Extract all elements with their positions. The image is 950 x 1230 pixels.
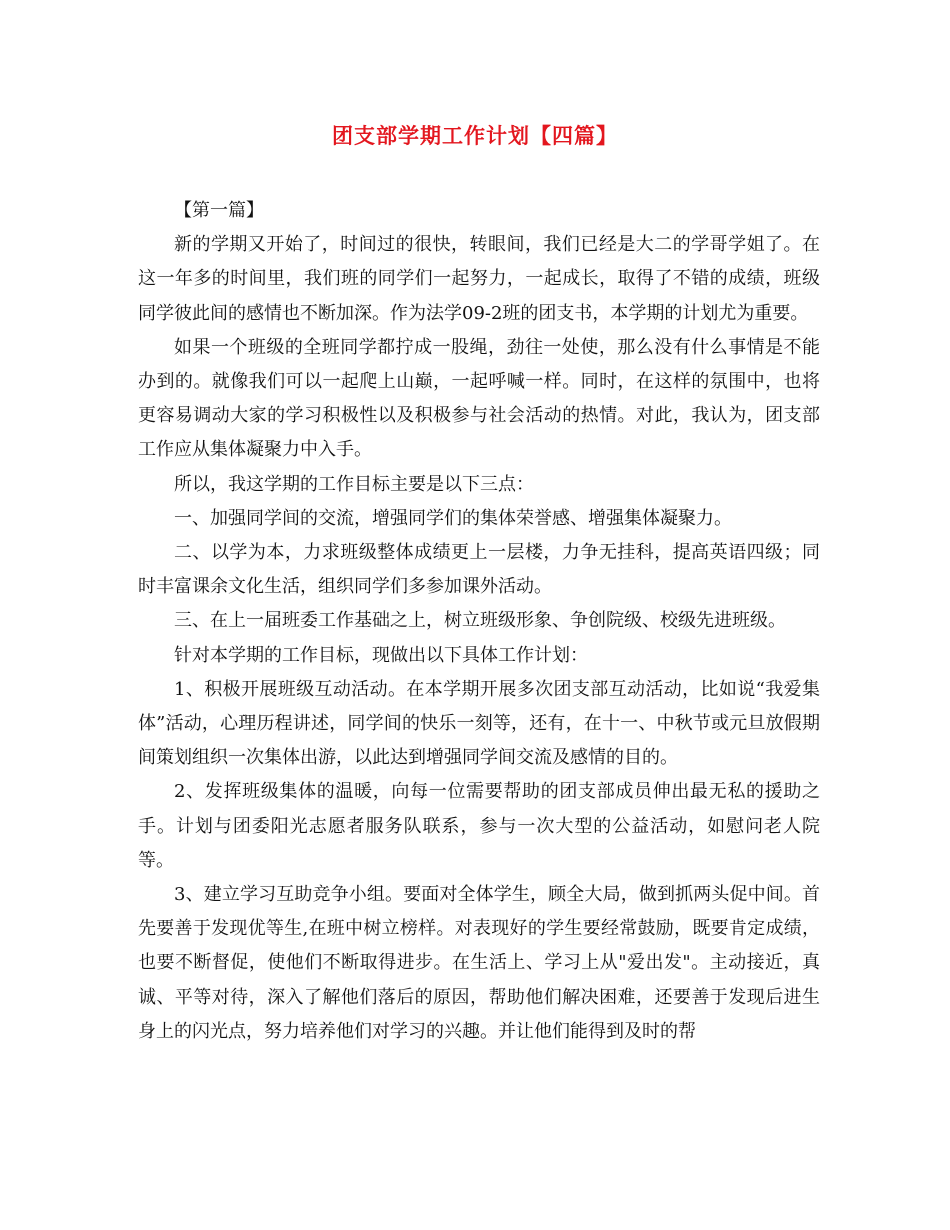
goal-item: 一、加强同学间的交流，增强同学们的集体荣誉感、增强集体凝聚力。 bbox=[174, 507, 732, 529]
plan-item: 3、建立学习互助竞争小组。要面对全体学生，顾全大局，做到抓两头促中间。首先要善于发现优等生,在班中树立榜样。对表现好的学生要经常鼓励，既要肯定成绩，也要不断督促，使他们不断取得进步。在生活上、学习上从"爱出发"。主动接近，真诚、平等对待，深入了解他们落后的原因，帮助他们解决困难，还要善于发现后进生身上的闪光点，努力培养他们对学习的兴趣。并让他们能得到及时的帮 bbox=[138, 884, 820, 1042]
paragraph: 所以，我这学期的工作目标主要是以下三点： bbox=[174, 473, 534, 495]
document-title: 团支部学期工作计划【四篇】 bbox=[332, 123, 618, 148]
plan-item: 1、积极开展班级互动活动。在本学期开展多次团支部互动活动，比如说“我爱集体”活动，心理历程讲述，同学间的快乐一刻等，还有，在十一、中秋节或元旦放假期间策划组织一次集体出游，以此达到增强同学间交流及感情的目的。 bbox=[138, 678, 820, 769]
paragraph: 如果一个班级的全班同学都拧成一股绳，劲往一处使，那么没有什么事情是不能办到的。就像我们可以一起爬上山巅，一起呼喊一样。同时，在这样的氛围中，也将更容易调动大家的学习积极性以及积极参与社会活动的热情。对此，我认为，团支部工作应从集体凝聚力中入手。 bbox=[138, 336, 820, 461]
plan-item: 2、发挥班级集体的温暖，向每一位需要帮助的团支部成员伸出最无私的援助之手。计划与团委阳光志愿者服务队联系，参与一次大型的公益活动，如慰问老人院等。 bbox=[138, 781, 820, 871]
goal-item: 三、在上一届班委工作基础之上，树立班级形象、争创院级、校级先进班级。 bbox=[174, 610, 786, 632]
section-heading: 【第一篇】 bbox=[174, 200, 264, 221]
document-body bbox=[138, 194, 820, 1049]
goal-item: 二、以学为本，力求班级整体成绩更上一层楼，力争无挂科，提高英语四级；同时丰富课余文化生活，组织同学们多参加课外活动。 bbox=[138, 542, 820, 598]
paragraph: 针对本学期的工作目标，现做出以下具体工作计划： bbox=[174, 644, 588, 666]
paragraph: 新的学期又开始了，时间过的很快，转眼间，我们已经是大二的学哥学姐了。在这一年多的时间里，我们班的同学们一起努力，一起成长，取得了不错的成绩，班级同学彼此间的感情也不断加深。作为法学09-2班的团支书，本学期的计划尤为重要。 bbox=[138, 234, 820, 324]
